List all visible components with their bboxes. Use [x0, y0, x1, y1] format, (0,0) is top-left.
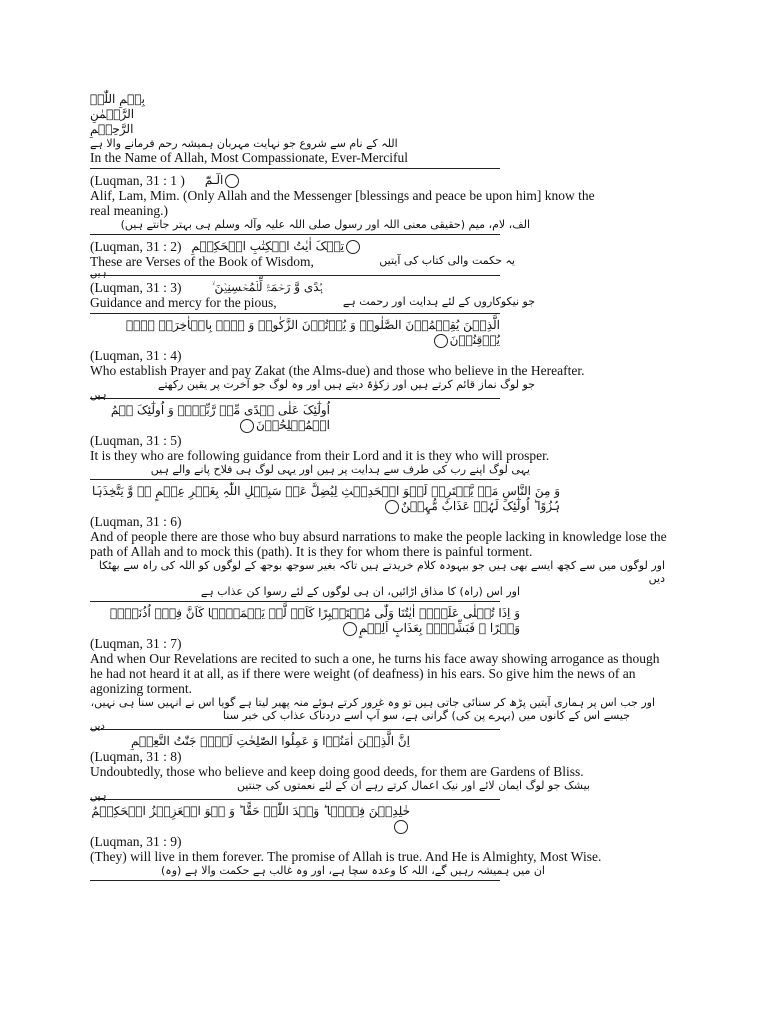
- verse-reference: (Luqman, 31 : 7): [90, 636, 182, 651]
- verse-end-icon: [240, 419, 254, 433]
- verse-english: (They) will live in them forever. The promise of Allah is true. And He is Almighty, Most Wise.: [90, 849, 602, 864]
- verse-arabic: وَ اِذَا تُتۡلٰی عَلَیۡہِ اٰیٰتُنَا وَلّٰی مُسۡتَکۡبِرًا کَاَنۡ لَّمۡ یَسۡمَعۡہَا کَاَنَّ فِیۡۤ اُذُنَیۡہِ وَقۡرًا ۚ فَبَشِّرۡہُ بِعَذَابٍ اَلِیۡمٍ: [109, 606, 520, 635]
- verse-reference: (Luqman, 31 : 8): [90, 749, 182, 764]
- separator-rule: [90, 313, 500, 314]
- verse-arabic: اِنَّ الَّذِیۡنَ اٰمَنُوۡا وَ عَمِلُوا الصّٰلِحٰتِ لَہُمۡ جَنّٰتُ النَّعِیۡمِ: [131, 734, 410, 748]
- verse-arabic: تِلۡکَ اٰیٰتُ الۡکِتٰبِ الۡحَکِیۡمِ: [191, 239, 345, 253]
- verse-english: And when Our Revelations are recited to such a one, he turns his face away showing arrogance as though he had not heard it at all, as if there were weight (of deafness) in his ears. So give him the news of an agonizing torment.: [90, 651, 660, 696]
- verse-end-icon: [343, 622, 357, 636]
- verse-urdu: جیسے اس کے کانوں میں (بہرے پن کی) گرانی ہے، سو آپ اسے دردناک عذاب کی خبر سنا: [222, 709, 630, 722]
- verse-english: Alif, Lam, Mim. (Only Allah and the Messenger [blessings and peace be upon him] know the real meaning.): [90, 188, 595, 218]
- separator-rule: [90, 880, 500, 881]
- verse-urdu-continuation: ہیں: [90, 268, 107, 279]
- verse-end-icon: [346, 240, 360, 254]
- verse-urdu: اور جب اس پر ہماری آیتیں پڑھ کر سنائی جاتی ہیں تو وہ غرور کرتے ہوئے منہ پھیر لیتا ہے گویا اس نے انہیں سنا ہی نہیں،: [90, 696, 655, 709]
- verse-arabic: خٰلِدِیۡنَ فِیۡہَا ؕ وَعۡدَ اللّٰہِ حَقًّا ؕ وَ ہُوَ الۡعَزِیۡزُ الۡحَکِیۡمُ: [91, 804, 410, 818]
- verse-block-4: [90, 318, 610, 399]
- verse-english: Who establish Prayer and pay Zakat (the Alms-due) and those who believe in the Hereafter.: [90, 363, 585, 378]
- verse-end-icon: [434, 334, 448, 348]
- verse-block-8: [90, 734, 610, 800]
- separator-rule: [90, 234, 500, 235]
- verse-urdu: الف، لام، میم (حقیقی معنی اللہ اور رسول صلی اللہ علیہ وآلہ وسلم ہی بہتر جانتے ہیں): [120, 218, 530, 231]
- separator-rule: [90, 398, 500, 399]
- verse-end-icon: [225, 174, 239, 188]
- verse-arabic: اُولٰٓئِکَ عَلٰی ہُدًی مِّنۡ رَّبِّہِمۡ وَ اُولٰٓئِکَ ہُمُ الۡمُفۡلِحُوۡنَ: [110, 403, 330, 432]
- verse-arabic: الٓـمّٓ: [204, 173, 224, 187]
- verse-reference: (Luqman, 31 : 3): [90, 280, 182, 295]
- verse-reference: (Luqman, 31 : 2): [90, 239, 182, 254]
- verse-urdu: یہ حکمت والی کتاب کی آیتیں: [379, 254, 515, 267]
- bismillah-urdu: اللہ کے نام سے شروع جو نہایت مہربان ہمیشہ رحم فرمانے والا ہے: [90, 137, 398, 150]
- separator-rule: [90, 275, 500, 276]
- verse-urdu: یہی لوگ اپنے رب کی طرف سے ہدایت پر ہیں اور یہی لوگ ہی فلاح پانے والے ہیں: [150, 463, 530, 476]
- verse-english: It is they who are following guidance from their Lord and it is they who will prosper.: [90, 448, 550, 463]
- verse-urdu: اور اس (راہ) کا مذاق اڑائیں، ان ہی لوگوں کے لئے رسوا کن عذاب ہے: [200, 585, 520, 598]
- verse-end-icon: [385, 500, 399, 514]
- verse-reference: (Luqman, 31 : 9): [90, 834, 182, 849]
- verse-english: These are Verses of the Book of Wisdom,: [90, 254, 314, 269]
- verse-urdu-continuation: ہیں: [90, 791, 107, 802]
- verse-reference: (Luqman, 31 : 4): [90, 348, 182, 363]
- verse-urdu-continuation: دیں: [90, 721, 105, 732]
- verse-block-9: [90, 804, 610, 881]
- separator-rule: [90, 729, 500, 730]
- verse-block-7: [90, 606, 660, 732]
- verse-block-5: [90, 403, 610, 480]
- verse-end-icon: [394, 820, 408, 834]
- bismillah-line: بِسۡمِ اللّٰہِ الرَّحۡمٰنِ الرَّحِیۡمِ: [90, 92, 145, 136]
- separator-rule: [90, 168, 500, 169]
- verse-reference: (Luqman, 31 : 6): [90, 514, 182, 529]
- verse-english: Undoubtedly, those who believe and keep doing good deeds, for them are Gardens of Bliss.: [90, 764, 584, 779]
- verse-block-3: [90, 280, 610, 314]
- verse-urdu: جو لوگ نماز قائم کرتے ہیں اور زکوٰۃ دیتے ہیں اور وہ لوگ جو آخرت پر یقین رکھتے: [158, 378, 535, 391]
- verse-urdu-continuation: ہیں: [90, 390, 107, 401]
- separator-rule: [90, 799, 500, 800]
- verse-arabic: وَ مِنَ النَّاسِ مَنۡ یَّشۡتَرِیۡ لَہۡوَ الۡحَدِیۡثِ لِیُضِلَّ عَنۡ سَبِیۡلِ اللّٰہِ بِغَیۡرِ عِلۡمٍ ٭ۖ وَّ یَتَّخِذَہَا ہُزُوًا ؕ اُولٰٓئِکَ لَہُمۡ عَذَابٌ مُّہِیۡنٌ: [91, 484, 560, 513]
- document-page: [90, 92, 667, 885]
- verse-urdu: اور لوگوں میں سے کچھ ایسے بھی ہیں جو بیہودہ کلام خریدتے ہیں تاکہ بغیر سوجھ بوجھ کے لوگوں کو اللہ کی راہ سے بھٹکا دیں: [98, 559, 665, 585]
- verse-reference: (Luqman, 31 : 1 ): [90, 173, 185, 188]
- verse-arabic: ہُدًی وَّ رَحۡمَۃً لِّلۡمُحۡسِنِیۡنَ ۙ: [211, 280, 323, 294]
- verse-block-1: [90, 173, 610, 235]
- verse-urdu: ان میں ہمیشہ رہیں گے، اللہ کا وعدہ سچا ہے، اور وہ غالب ہے حکمت والا ہے (وہ): [160, 864, 545, 877]
- separator-rule: [90, 601, 500, 602]
- verse-reference: (Luqman, 31 : 5): [90, 433, 182, 448]
- verse-urdu: جو نیکوکاروں کے لئے ہدایت اور رحمت ہے: [342, 295, 535, 308]
- bismillah-english: In the Name of Allah, Most Compassionate, Ever-Merciful: [90, 150, 409, 165]
- verse-english: And of people there are those who buy absurd narrations to make the people lacking in knowledge lose the path of Allah and to mock this (path). It is they for whom there is painful torment.: [90, 529, 667, 559]
- separator-rule: [90, 479, 500, 480]
- verse-block-6: [90, 484, 667, 602]
- verse-block-2: [90, 239, 610, 279]
- verse-arabic: الَّذِیۡنَ یُقِیۡمُوۡنَ الصَّلٰوۃَ وَ یُؤۡتُوۡنَ الزَّکٰوۃَ وَ ہُمۡ بِالۡاٰخِرَۃِ ہُمۡ یُوۡقِنُوۡنَ: [125, 318, 500, 347]
- verse-urdu: بیشک جو لوگ ایمان لائے اور نیک اعمال کرتے رہے ان کے لئے نعمتوں کی جنتیں: [236, 779, 590, 792]
- verse-english: Guidance and mercy for the pious,: [90, 295, 277, 310]
